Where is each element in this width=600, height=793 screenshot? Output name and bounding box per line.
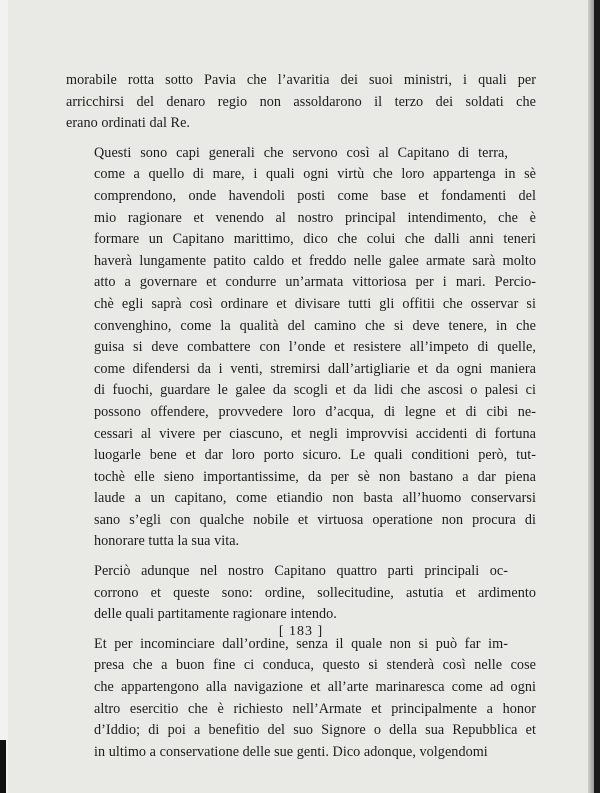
text-line: sano s’egli con qualche nobile et virtuosa operatione non procura di: [94, 511, 536, 528]
text-line: in ultimo a conservatione delle sue genti. Dico adonque, volgendomi: [94, 743, 488, 760]
book-page: [8, 0, 594, 793]
text-line: Questi sono capi generali che servono così al Capitano di terra,: [94, 144, 508, 161]
text-line: haverà lungamente patito caldo et freddo nelle galee armate sarà molto: [94, 252, 536, 269]
text-line: comprendono, onde havendoli posti come base et fondamenti del: [94, 187, 536, 204]
text-line: mio ragionare et venendo al nostro principal intendimento, che è: [94, 209, 536, 226]
text-line: morabile rotta sotto Pavia che l’avaritia dei suoi ministri, i quali per: [66, 72, 536, 88]
text-line: delle quali partitamente ragionare intendo.: [94, 606, 337, 623]
paragraph: [66, 561, 536, 626]
text-line: di fuochi, guardare le galee da scogli et da lidi che ascosi o palesi ci: [94, 382, 536, 399]
text-line: honorare tutta la sua vita.: [94, 533, 240, 550]
text-line: che appartengono alla navigazione et all’arte marinaresca come ad ogni: [94, 679, 536, 696]
text-line: possono offendere, provvedere loro d’acqua, di legne et di cibi ne-: [94, 403, 536, 420]
text-line: laude a un capitano, come etiandio non basta all’huomo conservarsi: [94, 490, 536, 507]
text-line: come a quello di mare, i quali ogni virtù che loro appartenga in sè: [94, 166, 536, 183]
paragraph: [66, 634, 536, 764]
text-line: arricchirsi del denaro regio non assoldarono il terzo dei soldati che: [66, 93, 536, 110]
text-line: corrono et queste sono: ordine, sollecitudine, astutia et ardimento: [94, 584, 536, 601]
text-line: luogarle bene et dar loro porto sicuro. Le quali conditioni però, tut-: [94, 447, 536, 464]
page-number: [ 183 ]: [278, 624, 324, 639]
text-line: Perciò adunque nel nostro Capitano quattro parti principali oc-: [94, 563, 508, 580]
text-line: atto a governare et condurre un’armata vittoriosa per i mari. Percio-: [94, 274, 536, 291]
text-line: erano ordinati dal Re.: [66, 115, 191, 132]
scan-edge-bar: [0, 740, 6, 793]
text-line: come difendersi da i venti, stremirsi dall’artigliarie et da ogni maniera: [94, 360, 536, 377]
text-line: Et per incominciare dall’ordine, senza il quale non si può far im-: [94, 635, 508, 652]
text-line: d’Iddio; di poi a benefitio del suo Signore o della sua Repubblica et: [94, 722, 536, 739]
paragraph: [66, 143, 536, 553]
text-line: formare un Capitano marittimo, dico che colui che dalli anni teneri: [94, 231, 536, 248]
text-line: guisa si deve combattere con l’onde et resistere all’impeto di quelle,: [94, 339, 536, 356]
text-line: cessari al vivere per ciascuno, et negli improvvisi accidenti di fortuna: [94, 425, 536, 442]
page-left-margin: [0, 0, 8, 793]
body-text: [66, 70, 536, 771]
text-line: chè egli saprà così ordinare et divisare tutti gli offitii che osservar si: [94, 295, 536, 312]
text-line: presa che a buon fine ci conduca, questo si stenderà così nelle cose: [94, 657, 536, 674]
paragraph: [66, 70, 536, 135]
text-line: tochè elle sieno importantissime, da per sè non bastano a dar piena: [94, 468, 536, 485]
text-line: altro esercitio che è richiesto nell’Armate et principalmente a honor: [94, 700, 536, 717]
text-line: convenghino, come la qualità del camino che si deve tenere, in che: [94, 317, 536, 334]
page-gutter-shadow: [588, 0, 594, 793]
